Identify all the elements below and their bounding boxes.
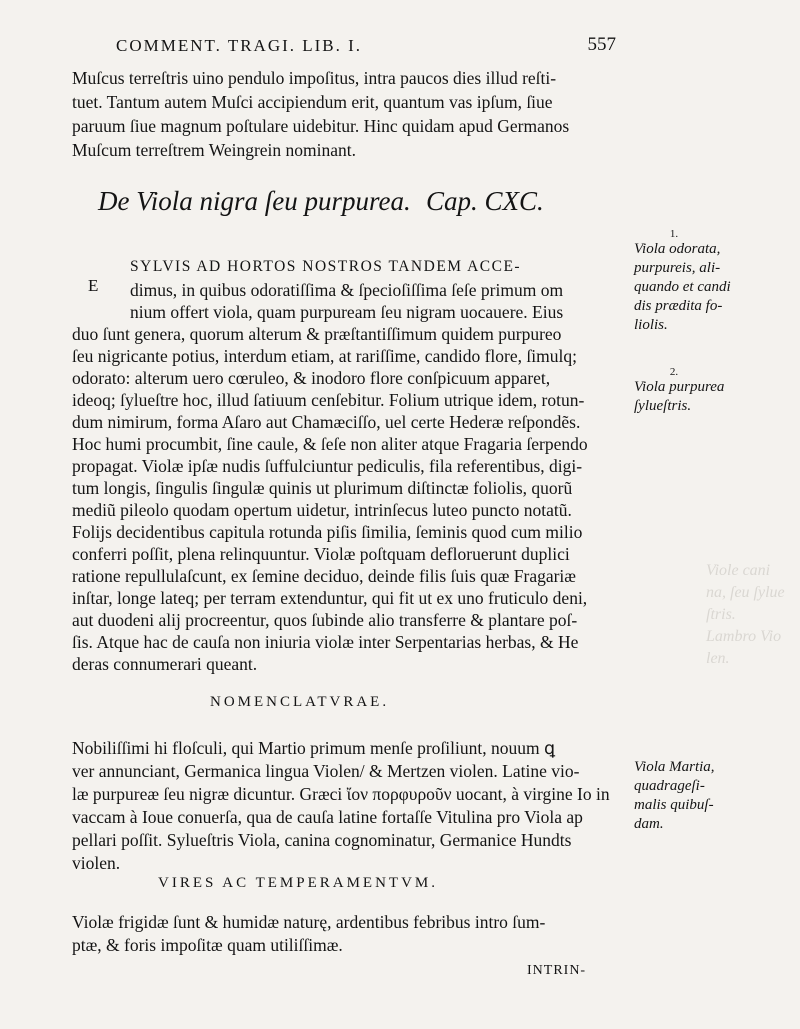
vires-line: ptæ, & foris impoſitæ quam utiliſſimæ. [72,935,343,955]
chapter-line: odorato: alterum uero cœruleo, & inodoro flore conſpicuum apparet, [72,368,551,388]
chapter-line: ratione repullulaſcunt, ex ſemine deciduo, deinde filis ſuis quæ Fragariæ [72,566,576,586]
chapter-heading [98,186,598,217]
chapter-title: De Viola nigra ſeu purpurea. [98,186,411,216]
chapter-line: nium offert viola, quam purpuream ſeu nigram uocauere. Eius [130,302,564,322]
chapter-number: Cap. CXC. [426,186,544,216]
running-title: COMMENT. TRAGI. LIB. I. [116,36,363,55]
chapter-line: deras connumerari queant. [72,654,258,674]
chapter-line: Folijs decidentibus capitula rotunda piſis ſimilia, ſeminis quod cum milio [72,522,583,542]
chapter-line: ſis. Atque hac de cauſa non iniuria violæ inter Serpentarias herbas, & He [72,632,579,652]
chapter-line: Hoc humi procumbit, ſine caule, & ſeſe non aliter atque Fragaria ſerpendo [72,434,588,454]
running-header [116,36,616,56]
intro-line: paruum ſiue magnum poſtulare uidebitur. Hinc quidam apud Germanos [72,116,570,136]
show-through-text: Viole cani na, ſeu ſylue ſtris. Lambro Vio len. [706,562,785,667]
marginal-note: 2. Viola purpurea ſylueſtris. [634,366,784,416]
nomenclature-line: læ purpureæ ſeu nigræ dicuntur. Græci ἴον πορφυροῦν uocant, à virgine Io in [72,784,610,804]
nomenclature-heading: NOMENCLATVRAE. [210,694,390,710]
marginal-note: 1. Viola odorata, purpureis, ali- quando et candi dis prædita fo- liolis. [634,228,784,335]
chapter-line: tum longis, ſingulis ſingulæ quinis ut plurimum diſtinctæ foliolis, quorũ [72,478,573,498]
chapter-line: aut duodeni alij procreentur, quos ſubinde alio transferre & plantare poſ- [72,610,578,630]
marginal-note: Viola Martia, quadrageſi- malis quibuſ- dam. [634,759,715,832]
chapter-line: ſeu nigricante potius, interdum etiam, at rariſſime, candido flore, ſimulq; [72,346,577,366]
nomenclature-line: vaccam à Ioue conuerſa, qua de cauſa latine fortaſſe Vitulina pro Viola ap [72,807,583,827]
vires-heading: VIRES AC TEMPERAMENTVM. [158,875,438,891]
chapter-line: mediũ pileolo quodam opertum uidetur, intrinſecus luteo puncto notatũ. [72,500,572,520]
catchword: INTRIN- [527,963,587,978]
intro-line: Muſcum terreſtrem Weingrein nominant. [72,140,357,160]
chapter-line: inſtar, longe lateq; per terram extenduntur, qui fit ut ex uno fruticulo deni, [72,588,588,608]
chapter-line: conferri poſſit, plena relinquuntur. Violæ poſtquam defloruerunt duplici [72,544,570,564]
chapter-line: dimus, in quibus odoratiſſima & ſpecioſiſſima ſeſe primum om [130,280,564,300]
chapter-line: duo ſunt genera, quorum alterum & præſtantiſſimum quidem purpureo [72,324,562,344]
nomenclature-line: pellari poſſit. Sylueſtris Viola, canina cognominatur, Germanice Hundts [72,830,572,850]
marginal-note-number: 1. [669,228,679,240]
nomenclature-line: violen. [72,853,121,873]
chapter-line: SYLVIS AD HORTOS NOSTROS TANDEM ACCE- [130,258,522,275]
intro-line: tuet. Tantum autem Muſci accipiendum erit, quantum vas ipſum, ſiue [72,92,553,112]
initial-letter: E [88,276,99,295]
chapter-line: ideoq; ſylueſtre hoc, illud ſatiuum cenſebitur. Folium utrique idem, rotun- [72,390,585,410]
nomenclature-line: ver annunciant, Germanica lingua Violen/ & Mertzen violen. Latine vio- [72,761,580,781]
nomenclature-line: Nobiliſſimi hi floſculi, qui Martio primum menſe proſiliunt, nouum ꝗ [72,738,556,758]
vires-line: Violæ frigidæ ſunt & humidæ naturę, ardentibus febribus intro ſum- [72,912,546,932]
chapter-line: propagat. Violæ ipſæ nudis ſuffulciuntur pediculis, fila referentibus, digi- [72,456,583,476]
marginal-note-number: 2. [669,366,679,378]
chapter-line: dum nimirum, forma Aſaro aut Chamæciſſo, uel certe Hederæ reſpondẽs. [72,412,581,432]
intro-line: Muſcus terreſtris uino pendulo impoſitus, intra paucos dies illud reſti- [72,68,557,88]
page-number: 557 [587,34,616,55]
